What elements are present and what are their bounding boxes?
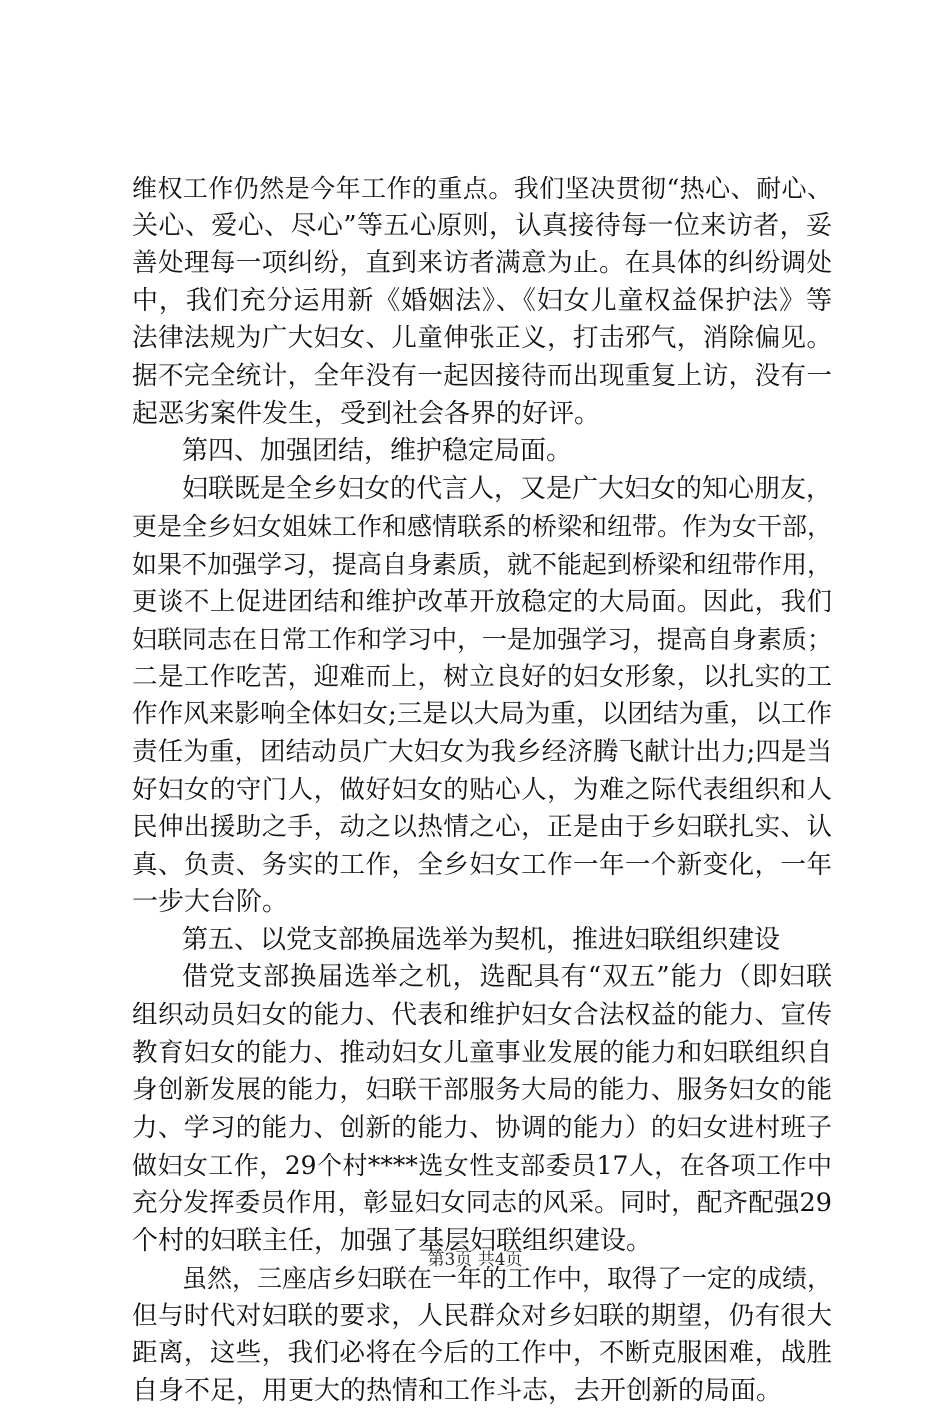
- text-line: 二是工作吃苦，迎难而上，树立良好的妇女形象，以扎实的工: [132, 661, 832, 692]
- text-line: 力、学习的能力、创新的能力、协调的能力）的妇女进村班子: [132, 1112, 832, 1143]
- text-line: 充分发挥委员作用，彰显妇女同志的风采。同时，配齐配强29: [132, 1188, 832, 1219]
- text-line: 更是全乡妇女姐妹工作和感情联系的桥梁和纽带。作为女干部，: [132, 512, 833, 542]
- page-footer: 第3页 共4页: [427, 1250, 523, 1270]
- text-line: 责任为重，团结动员广大妇女为我乡经济腾飞献计出力;四是当: [132, 736, 832, 767]
- text-line: 如果不加强学习，提高自身素质，就不能起到桥梁和纽带作用，: [132, 549, 833, 579]
- text-line: 但与时代对妇联的要求，人民群众对乡妇联的期望，仍有很大: [132, 1300, 832, 1331]
- text-line: 借党支部换届选举之机，选配具有“双五”能力（即妇联: [182, 962, 832, 993]
- text-line: 身创新发展的能力，妇联干部服务大局的能力、服务妇女的能: [132, 1075, 832, 1106]
- text-line: 善处理每一项纠纷，直到来访者满意为止。在具体的纠纷调处: [132, 248, 832, 279]
- text-line: 距离，这些，我们必将在今后的工作中，不断克服困难，战胜: [132, 1338, 832, 1369]
- text-line: 起恶劣案件发生，受到社会各界的好评。: [132, 398, 601, 429]
- text-line: 据不完全统计，全年没有一起因接待而出现重复上访，没有一: [132, 360, 832, 391]
- document-body: [132, 170, 832, 1411]
- text-line: 关心、爱心、尽心”等五心原则，认真接待每一位来访者，妥: [132, 210, 832, 241]
- text-line: 一步大台阶。: [132, 887, 289, 918]
- text-line: 真、负责、务实的工作，全乡妇女工作一年一个新变化，一年: [132, 849, 832, 880]
- text-line: 维权工作仍然是今年工作的重点。我们坚决贯彻“热心、耐心、: [132, 174, 832, 203]
- text-line: 个村的妇联主任，加强了基层妇联组织建设。: [132, 1225, 653, 1256]
- text-line: 教育妇女的能力、推动妇女儿童事业发展的能力和妇联组织自: [132, 1037, 832, 1068]
- text-line: 好妇女的守门人，做好妇女的贴心人，为难之际代表组织和人: [132, 774, 832, 805]
- text-line: 作作风来影响全体妇女;三是以大局为重，以团结为重，以工作: [132, 699, 832, 730]
- text-line: 民伸出援助之手，动之以热情之心，正是由于乡妇联扎实、认: [132, 812, 832, 843]
- text-line: 第四、加强团结，维护稳定局面。: [182, 436, 573, 467]
- text-line: 自身不足，用更大的热情和工作斗志，去开创新的局面。: [132, 1376, 783, 1406]
- text-line: 做妇女工作，29个村****选女性支部委员17人，在各项工作中: [132, 1151, 832, 1181]
- text-line: 第五、以党支部换届选举为契机，推进妇联组织建设: [182, 924, 781, 955]
- text-line: 妇联既是全乡妇女的代言人，又是广大妇女的知心朋友，: [182, 473, 833, 504]
- text-line: 法律法规为广大妇女、儿童伸张正义，打击邪气，消除偏见。: [132, 323, 832, 354]
- text-line: 组织动员妇女的能力、代表和维护妇女合法权益的能力、宣传: [132, 1000, 832, 1031]
- text-line: 中，我们充分运用新《婚姻法》、《妇女儿童权益保护法》等: [132, 285, 832, 316]
- text-line: 虽然，三座店乡妇联在一年的工作中，取得了一定的成绩，: [182, 1264, 833, 1294]
- text-line: 妇联同志在日常工作和学习中，一是加强学习，提高自身素质；: [132, 625, 833, 655]
- text-line: 更谈不上促进团结和维护改革开放稳定的大局面。因此，我们: [132, 586, 832, 617]
